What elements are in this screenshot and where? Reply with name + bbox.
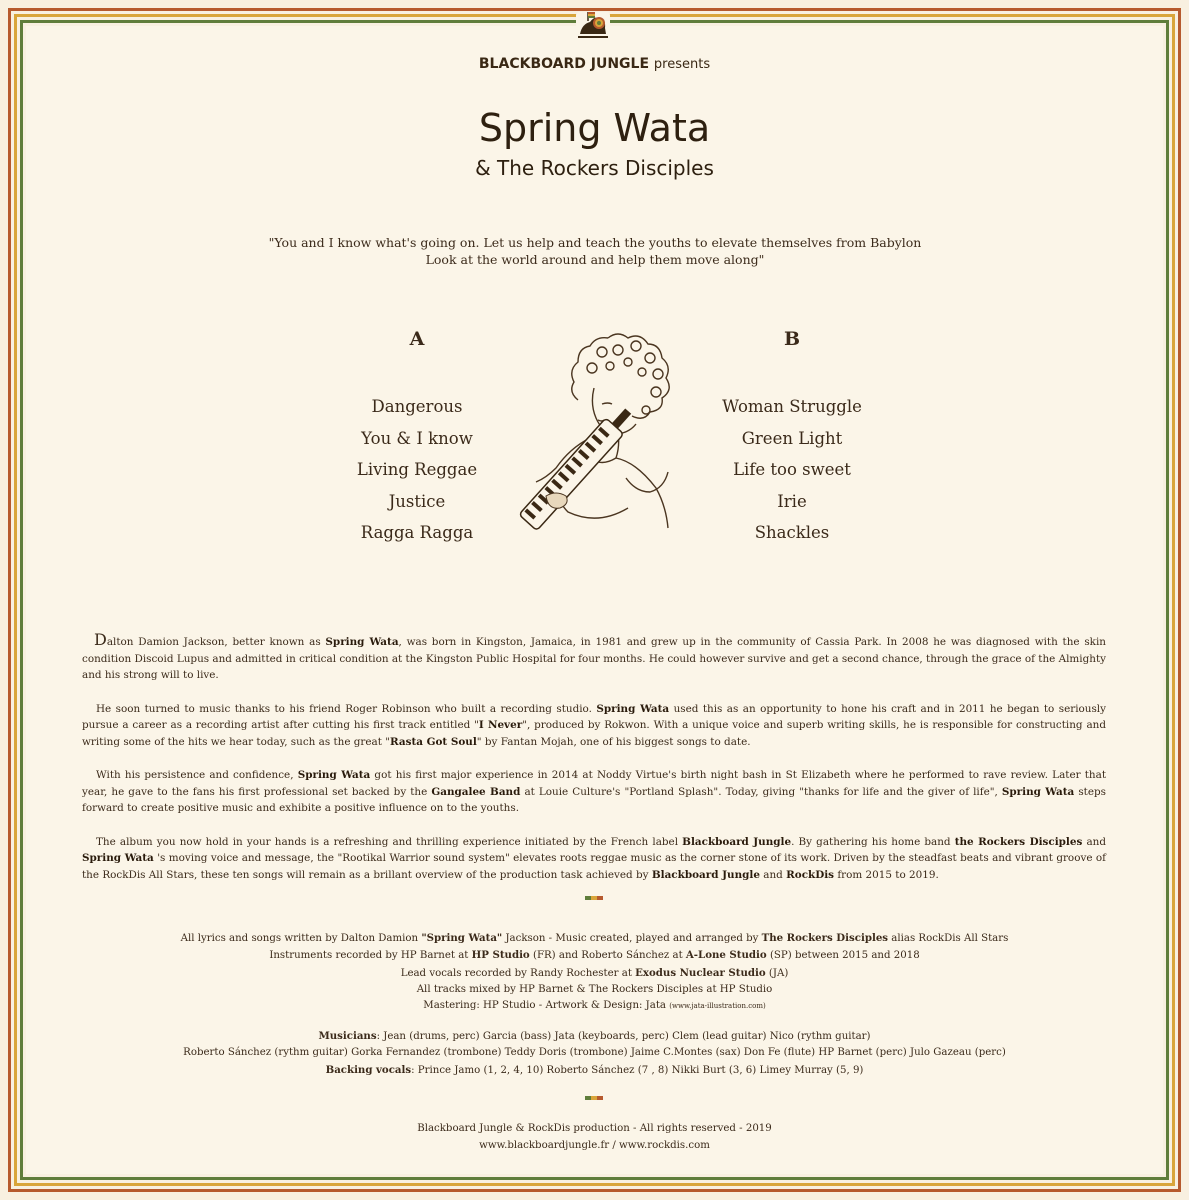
footer bbox=[0, 1120, 1189, 1154]
credits bbox=[0, 930, 1189, 1014]
track-item: Irie bbox=[777, 491, 807, 511]
footer-websites: www.blackboardjungle.fr / www.rockdis.com bbox=[479, 1140, 710, 1151]
quote bbox=[240, 234, 950, 268]
drop-cap: D bbox=[94, 630, 107, 649]
track-item: Justice bbox=[388, 491, 446, 511]
bio-paragraph-1: Dalton Damion Jackson, better known as Spring Wata, was born in Kingston, Jamaica, in 1981 and grew up in the community of Cassia Park. In 2008 he was diagnosed with the skin condition Discoid Lupus and admitted in critical condition at the Kingston Public Hospital for four months. He could however survive and get a second chance, through the grace of the Almighty and his strong will to live. bbox=[82, 630, 1106, 681]
track-item: Dangerous bbox=[371, 397, 463, 416]
quote-line-2: Look at the world around and help them move along" bbox=[425, 252, 765, 267]
album-subtitle: & The Rockers Disciples bbox=[475, 156, 714, 180]
credits-line-4: All tracks mixed by HP Barnet & The Rockers Disciples at HP Studio bbox=[416, 983, 773, 995]
track-item: Shackles bbox=[754, 523, 830, 542]
track-item: Green Light bbox=[741, 428, 843, 448]
credits-line-2: Instruments recorded by HP Barnet at HP Studio (FR) and Roberto Sánchez at A-Lone Studio (SP) between 2015 and 2018 bbox=[269, 949, 920, 962]
credits-line-1: All lyrics and songs written by Dalton Damion "Spring Wata" Jackson - Music created, played and arranged by The Rockers Disciples alias RockDis All Stars bbox=[180, 932, 1009, 944]
side-b-label: B bbox=[783, 328, 801, 350]
bio-paragraph-4: The album you now hold in your hands is a refreshing and thrilling experience initiated by the French label Blackboard Jungle. By gathering his home band the Rockers Disciples and Spring Wata 's moving voice and message, the "Rootikal Warrior sound system" elevates roots reggae music as the corner stone of its work. Driven by the steadfast beats and vibrant groove of the RockDis All Stars, these ten songs will remain as a brillant overview of the production task achieved by Blackboard Jungle and RockDis from 2015 to 2019. bbox=[82, 835, 1106, 881]
bio-paragraph-2: He soon turned to music thanks to his friend Roger Robinson who built a recording studio. Spring Wata used this as an opportunity to hone his craft and in 2011 he began to seriously pursue a career as a recording artist after cutting his first track entitled "I Never", produced by Rokwon. With a unique voice and superb writing skills, he is responsible for constructing and writing some of the hits we hear today, such as the great "Rasta Got Soul" by Fantan Mojah, one of his biggest songs to date. bbox=[82, 702, 1106, 748]
musicians-line-2: Roberto Sánchez (rythm guitar) Gorka Fernandez (trombone) Teddy Doris (trombone) Jaime C.Montes (sax) Don Fe (flute) HP Barnet (perc) Julo Gazeau (perc) bbox=[183, 1047, 1006, 1059]
track-item: Woman Struggle bbox=[722, 397, 862, 416]
track-item: Living Reggae bbox=[356, 460, 478, 479]
musicians bbox=[0, 1028, 1189, 1079]
credits-line-3: Lead vocals recorded by Randy Rochester at Exodus Nuclear Studio (JA) bbox=[400, 966, 789, 979]
musicians-line-3: Backing vocals: Prince Jamo (1, 2, 4, 10) Roberto Sánchez (7 , 8) Nikki Burt (3, 6) Limey Murray (5, 9) bbox=[325, 1063, 864, 1076]
label-name: BLACKBOARD JUNGLE bbox=[478, 56, 650, 72]
lion-icon bbox=[570, 6, 616, 46]
side-b-tracklist bbox=[672, 396, 912, 554]
presents-word: presents bbox=[653, 57, 711, 72]
rasta-flag-divider bbox=[585, 896, 603, 900]
melodica-player-illustration bbox=[498, 328, 698, 560]
musicians-line-1: Musicians: Jean (drums, perc) Garcia (bass) Jata (keyboards, perc) Clem (lead guitar) Nico (rythm guitar) bbox=[318, 1030, 871, 1042]
side-a-label: A bbox=[409, 328, 425, 350]
bio-paragraph-3: With his persistence and confidence, Spring Wata got his first major experience in 2014 at Noddy Virtue's birth night bash in St Elizabeth where he performed to rave review. Later that year, he gave to the fans his first professional set backed by the Gangalee Band at Louie Culture's "Portland Splash". Today, giving "thanks for life and the giver of life", Spring Wata steps forward to create positive music and exhibite a positive influence on to the youths. bbox=[82, 769, 1106, 814]
quote-line-1: "You and I know what's going on. Let us help and teach the youths to elevate themselves from Babylon bbox=[268, 235, 922, 250]
credits-line-5: Mastering: HP Studio - Artwork & Design: Jata (www.jata-illustration.com) bbox=[423, 1000, 766, 1012]
rasta-flag-divider bbox=[585, 1096, 603, 1100]
album-title: Spring Wata bbox=[478, 106, 711, 150]
biography bbox=[82, 632, 1106, 900]
track-item: Ragga Ragga bbox=[360, 523, 474, 542]
track-item: Life too sweet bbox=[733, 460, 851, 479]
track-item: You & I know bbox=[361, 428, 473, 448]
label-presents bbox=[0, 56, 1189, 72]
footer-copyright: Blackboard Jungle & RockDis production - All rights reserved - 2019 bbox=[417, 1123, 772, 1134]
